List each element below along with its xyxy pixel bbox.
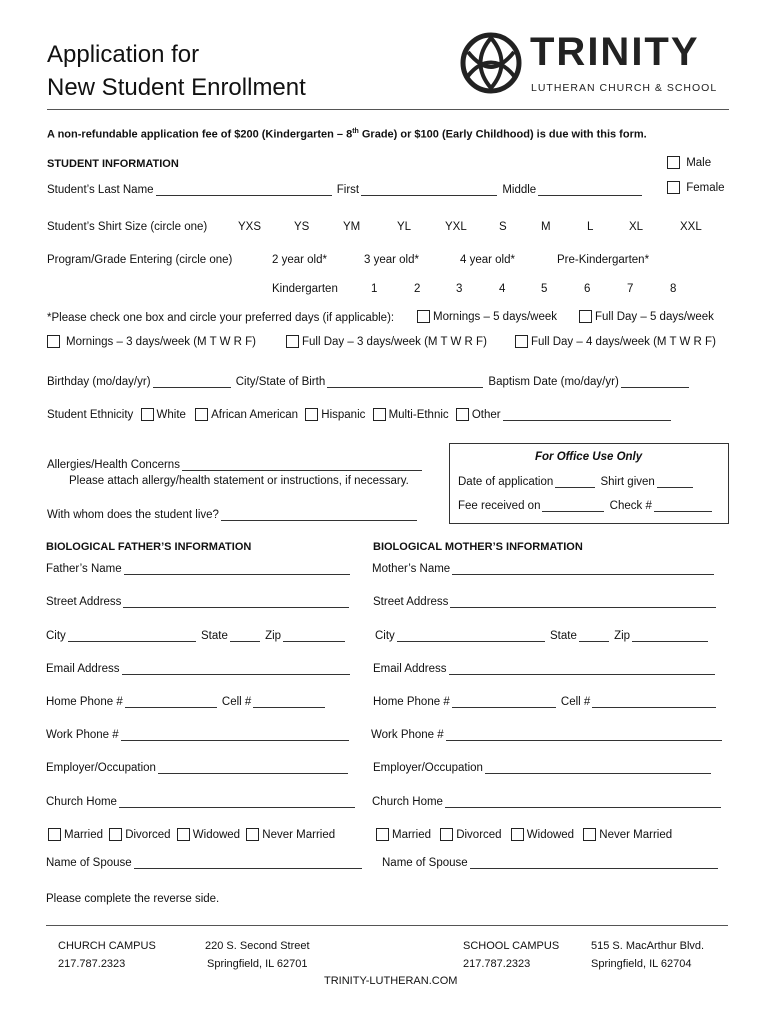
father-name-row: Father’s Name <box>46 562 352 575</box>
mother-spouse-row: Name of Spouse <box>382 856 720 869</box>
mother-zip-field[interactable] <box>632 629 708 642</box>
fee-note: A non-refundable application fee of $200 (Kindergarten – 8th Grade) or $100 (Early Childhood) is due with this form. <box>47 128 647 141</box>
birth-place-field[interactable] <box>327 375 483 388</box>
mother-church-field[interactable] <box>445 795 721 808</box>
mother-street-field[interactable] <box>450 595 716 608</box>
baptism-date-field[interactable] <box>621 375 689 388</box>
mother-city-field[interactable] <box>397 629 545 642</box>
mother-marital-row: Married Divorced Widowed Never Married <box>376 828 672 841</box>
program-3yr[interactable]: 3 year old* <box>364 254 419 266</box>
lives-with-field[interactable] <box>221 508 417 521</box>
mother-email-row: Email Address <box>373 662 717 675</box>
father-email-row: Email Address <box>46 662 352 675</box>
male-option[interactable]: Male <box>667 156 711 169</box>
trinity-logo-icon <box>460 32 522 94</box>
title-line-1: Application for <box>47 41 200 68</box>
grade-4[interactable]: 4 <box>499 283 506 295</box>
father-never-married-checkbox[interactable] <box>246 828 259 841</box>
church-campus-label: CHURCH CAMPUS <box>58 940 156 952</box>
eth-other-checkbox[interactable] <box>456 408 469 421</box>
grade-5[interactable]: 5 <box>541 283 548 295</box>
father-zip-field[interactable] <box>283 629 345 642</box>
shirt-size-ys[interactable]: YS <box>294 221 310 233</box>
father-home-phone-field[interactable] <box>125 695 217 708</box>
last-name-field[interactable] <box>156 183 332 196</box>
student-info-heading: STUDENT INFORMATION <box>47 158 179 170</box>
father-employer-field[interactable] <box>158 761 348 774</box>
days-note: *Please check one box and circle your preferred days (if applicable): <box>47 312 395 324</box>
father-street-field[interactable] <box>123 595 349 608</box>
fullday-4-checkbox[interactable] <box>515 335 528 348</box>
program-prek[interactable]: Pre-Kindergarten* <box>557 254 650 266</box>
eth-multi-checkbox[interactable] <box>373 408 386 421</box>
father-state-field[interactable] <box>230 629 260 642</box>
eth-african-checkbox[interactable] <box>195 408 208 421</box>
father-marital-row: Married Divorced Widowed Never Married <box>48 828 335 841</box>
father-name-field[interactable] <box>124 562 350 575</box>
father-employer-row: Employer/Occupation <box>46 761 350 774</box>
mother-email-field[interactable] <box>449 662 715 675</box>
page-title <box>47 38 306 104</box>
father-divorced-checkbox[interactable] <box>109 828 122 841</box>
mother-name-field[interactable] <box>452 562 714 575</box>
student-name-row: Student’s Last Name First Middle <box>47 183 644 196</box>
mother-widowed-checkbox[interactable] <box>511 828 524 841</box>
eth-hispanic-checkbox[interactable] <box>305 408 318 421</box>
title-line-2: New Student Enrollment <box>47 74 306 101</box>
option-mornings-3[interactable]: Mornings – 3 days/week (M T W R F) <box>47 335 256 348</box>
shirt-size-yxs[interactable]: YXS <box>238 221 262 233</box>
mother-info-heading: BIOLOGICAL MOTHER’S INFORMATION <box>373 541 583 553</box>
mother-work-phone-field[interactable] <box>446 728 722 741</box>
church-phone: 217.787.2323 <box>58 958 126 970</box>
male-checkbox[interactable] <box>667 156 680 169</box>
shirt-size-yxl[interactable]: YXL <box>445 221 467 233</box>
office-row-1: Date of application Shirt given <box>458 475 695 488</box>
fullday-3-checkbox[interactable] <box>286 335 299 348</box>
date-application-field[interactable] <box>555 475 595 488</box>
shirt-size-m[interactable]: M <box>541 221 551 233</box>
program-4yr[interactable]: 4 year old* <box>460 254 515 266</box>
check-number-field[interactable] <box>654 499 712 512</box>
mother-divorced-checkbox[interactable] <box>440 828 453 841</box>
program-label: Program/Grade Entering (circle one) <box>47 254 233 266</box>
school-campus-label: SCHOOL CAMPUS <box>463 940 560 952</box>
eth-white-checkbox[interactable] <box>141 408 154 421</box>
grade-7[interactable]: 7 <box>627 283 634 295</box>
shirt-size-l[interactable]: L <box>587 221 594 233</box>
father-work-phone-field[interactable] <box>121 728 349 741</box>
school-phone: 217.787.2323 <box>463 958 531 970</box>
mother-street-row: Street Address <box>373 595 718 608</box>
logo-subtitle: LUTHERAN CHURCH & SCHOOL <box>531 82 718 94</box>
program-kindergarten[interactable]: Kindergarten <box>272 283 338 295</box>
father-cell-field[interactable] <box>253 695 325 708</box>
option-fullday-3[interactable]: Full Day – 3 days/week (M T W R F) <box>286 335 487 348</box>
church-city: Springfield, IL 62701 <box>207 958 308 970</box>
mother-never-married-checkbox[interactable] <box>583 828 596 841</box>
father-work-row: Work Phone # <box>46 728 351 741</box>
father-spouse-field[interactable] <box>134 856 362 869</box>
shirt-given-field[interactable] <box>657 475 693 488</box>
father-city-row: City State Zip <box>46 629 347 642</box>
father-married-checkbox[interactable] <box>48 828 61 841</box>
father-street-row: Street Address <box>46 595 351 608</box>
grade-3[interactable]: 3 <box>456 283 463 295</box>
female-option[interactable]: Female <box>667 181 725 194</box>
father-church-row: Church Home <box>46 795 357 808</box>
shirt-size-label: Student’s Shirt Size (circle one) <box>47 221 208 233</box>
middle-name-field[interactable] <box>538 183 642 196</box>
father-city-field[interactable] <box>68 629 196 642</box>
mother-work-row: Work Phone # <box>371 728 724 741</box>
allergies-row: Allergies/Health Concerns <box>47 458 424 471</box>
shirt-size-s[interactable]: S <box>499 221 507 233</box>
grade-6[interactable]: 6 <box>584 283 591 295</box>
office-use-title: For Office Use Only <box>535 451 643 463</box>
birth-row: Birthday (mo/day/yr) City/State of Birth Baptism Date (mo/day/yr) <box>47 375 691 388</box>
shirt-size-xxl[interactable]: XXL <box>680 221 702 233</box>
header-divider <box>47 109 729 110</box>
option-mornings-5[interactable]: Mornings – 5 days/week <box>417 310 557 323</box>
mother-state-field[interactable] <box>579 629 609 642</box>
shirt-size-xl[interactable]: XL <box>629 221 644 233</box>
mother-married-checkbox[interactable] <box>376 828 389 841</box>
mother-employer-row: Employer/Occupation <box>373 761 713 774</box>
mother-home-phone-field[interactable] <box>452 695 556 708</box>
shirt-size-yl[interactable]: YL <box>397 221 412 233</box>
allergies-field[interactable] <box>182 458 422 471</box>
grade-8[interactable]: 8 <box>670 283 677 295</box>
father-spouse-row: Name of Spouse <box>46 856 364 869</box>
footer-divider <box>46 925 728 926</box>
fee-received-field[interactable] <box>542 499 604 512</box>
first-name-field[interactable] <box>361 183 497 196</box>
office-row-2: Fee received on Check # <box>458 499 714 512</box>
mother-church-row: Church Home <box>372 795 723 808</box>
mother-cell-field[interactable] <box>592 695 716 708</box>
logo-wordmark: TRINITY <box>530 30 700 74</box>
program-2yr[interactable]: 2 year old* <box>272 254 327 266</box>
mother-city-row: City State Zip <box>375 629 710 642</box>
grade-1[interactable]: 1 <box>371 283 378 295</box>
eth-other-field[interactable] <box>503 408 671 421</box>
church-street: 220 S. Second Street <box>205 940 310 952</box>
father-widowed-checkbox[interactable] <box>177 828 190 841</box>
fullday-5-checkbox[interactable] <box>579 310 592 323</box>
website-link[interactable]: TRINITY-LUTHERAN.COM <box>324 975 458 987</box>
birthday-field[interactable] <box>153 375 231 388</box>
mother-employer-field[interactable] <box>485 761 711 774</box>
mornings-5-checkbox[interactable] <box>417 310 430 323</box>
allergy-note: Please attach allergy/health statement or instructions, if necessary. <box>69 475 409 487</box>
option-fullday-4[interactable]: Full Day – 4 days/week (M T W R F) <box>515 335 716 348</box>
mother-name-row: Mother’s Name <box>372 562 716 575</box>
mother-spouse-field[interactable] <box>470 856 718 869</box>
lives-with-row: With whom does the student live? <box>47 508 419 521</box>
father-info-heading: BIOLOGICAL FATHER’S INFORMATION <box>46 541 252 553</box>
school-city: Springfield, IL 62704 <box>591 958 692 970</box>
female-checkbox[interactable] <box>667 181 680 194</box>
school-street: 515 S. MacArthur Blvd. <box>591 940 705 952</box>
father-church-field[interactable] <box>119 795 355 808</box>
father-email-field[interactable] <box>122 662 350 675</box>
reverse-side-note: Please complete the reverse side. <box>46 893 220 905</box>
option-fullday-5[interactable]: Full Day – 5 days/week <box>579 310 714 323</box>
grade-2[interactable]: 2 <box>414 283 421 295</box>
shirt-size-ym[interactable]: YM <box>343 221 361 233</box>
ethnicity-row: Student Ethnicity White African American Hispanic Multi-Ethnic Other <box>47 408 673 421</box>
father-phone-row: Home Phone # Cell # <box>46 695 327 708</box>
mornings-3-checkbox[interactable] <box>47 335 60 348</box>
mother-phone-row: Home Phone # Cell # <box>373 695 718 708</box>
